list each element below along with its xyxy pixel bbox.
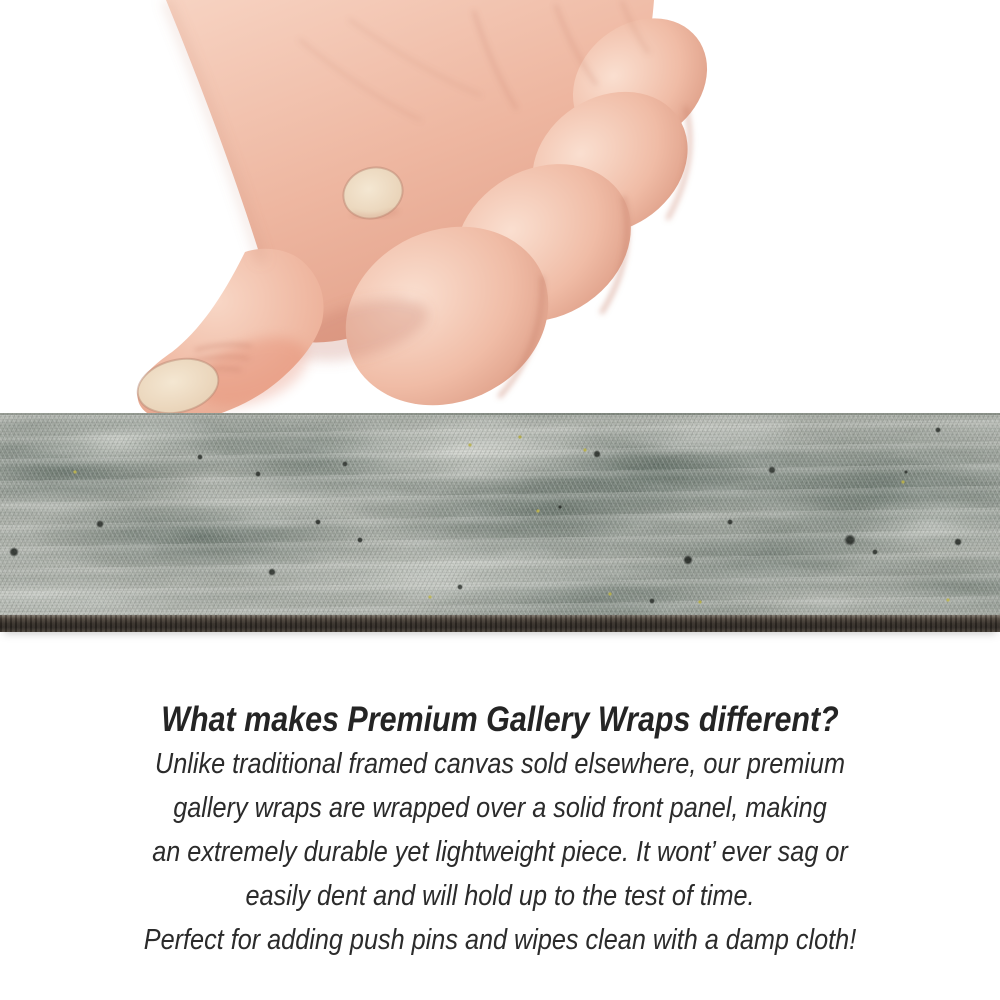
canvas-blotch-overlay xyxy=(0,415,1000,615)
copy-line-5: Perfect for adding push pins and wipes clean with a damp cloth! xyxy=(143,924,857,956)
canvas-texture xyxy=(0,413,1000,615)
canvas-grain-overlay xyxy=(0,415,1000,615)
canvas-bottom-edge xyxy=(0,615,1000,632)
headline: What makes Premium Gallery Wraps different? xyxy=(161,700,839,739)
copy-line-1: Unlike traditional framed canvas sold elsewhere, our premium xyxy=(155,748,845,780)
canvas-edge-strip xyxy=(0,413,1000,632)
edge-grain-overlay xyxy=(0,615,1000,632)
marketing-copy xyxy=(65,632,935,962)
copy-line-3: an extremely durable yet lightweight piece. It wont’ ever sag or xyxy=(152,836,848,868)
copy-line-4: easily dent and will hold up to the test of time. xyxy=(245,880,755,912)
copy-line-2: gallery wraps are wrapped over a solid front panel, making xyxy=(173,792,827,824)
canvas-fleck-overlay xyxy=(0,415,1000,615)
